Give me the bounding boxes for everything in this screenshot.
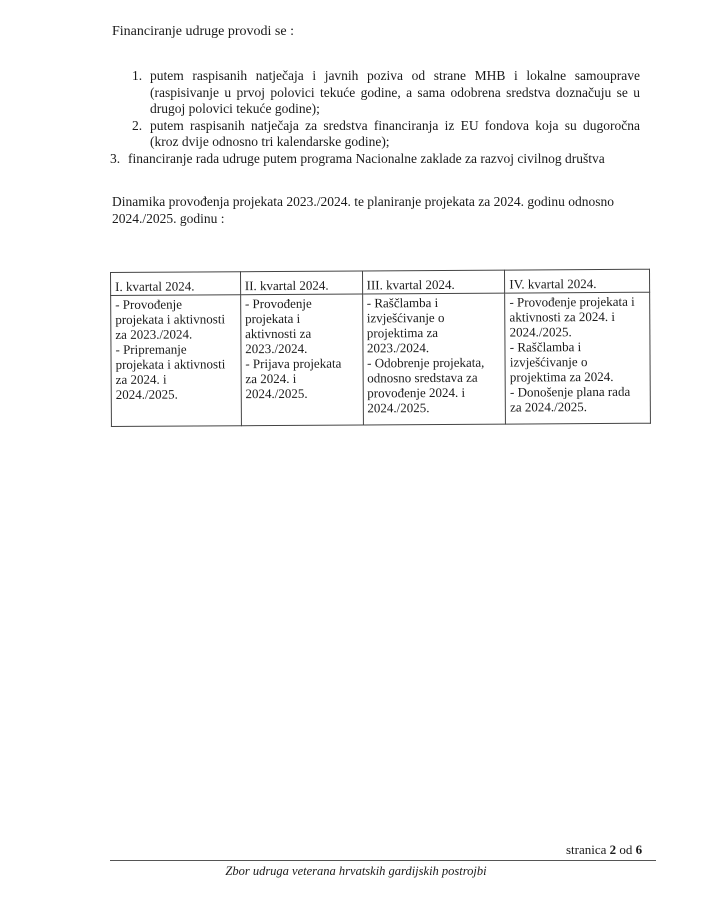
cell-q3	[362, 293, 506, 425]
cell-line: 2024./2025.	[245, 385, 308, 402]
cell-line: - Provođenje	[115, 296, 183, 312]
financing-item	[110, 68, 640, 118]
cell-line: projekata i	[244, 310, 301, 327]
cell-line: 2024./2025.	[115, 386, 178, 402]
cell-line: odnosno sredstava za	[367, 369, 478, 386]
header-q2: II. kvartal 2024.	[240, 271, 362, 295]
table-header-row	[111, 269, 650, 295]
cell-line: - Odobrenje projekata,	[367, 354, 485, 371]
cell-line: provođenje 2024. i	[367, 384, 466, 401]
cell-line: 2023./2024.	[366, 340, 430, 356]
financing-list	[110, 68, 640, 167]
cell-line: - Provođenje	[244, 295, 312, 312]
cell-line: projektima za	[366, 324, 439, 341]
cell-line: za 2023./2024.	[115, 326, 193, 342]
footer-divider	[110, 860, 656, 861]
cell-line: za 2024. i	[245, 370, 297, 387]
quarterly-plan-table	[110, 269, 651, 427]
cell-line: projektima za 2024.	[509, 368, 614, 385]
financing-item	[110, 118, 640, 151]
cell-line: projekata i aktivnosti	[115, 311, 226, 327]
item-text: financiranje rada udruge putem programa Nacionalne zaklade za razvoj civilnog društva	[128, 150, 605, 166]
cell-line: 2023./2024.	[245, 340, 308, 357]
cell-line: za 2024./2025.	[510, 399, 588, 415]
cell-line: - Raščlamba i	[509, 339, 582, 355]
page-total: 6	[635, 842, 643, 857]
item-text: putem raspisanih natječaja i javnih poziva od strane MHB i lokalne samouprave (raspisivanje u prvoj polovici tekuće godine, a sama odobrena sredstva doznačuju se u drugoj polovici tekuće godine);	[150, 68, 640, 116]
page-prefix: stranica	[566, 842, 607, 857]
cell-line: - Pripremanje	[115, 341, 187, 357]
cell-line: projekata i aktivnosti	[115, 356, 226, 372]
cell-line: - Provođenje projekata i	[509, 293, 635, 310]
cell-line: 2024./2025.	[509, 324, 572, 340]
item-number: 2.	[132, 117, 143, 133]
cell-line: za 2024. i	[115, 371, 167, 387]
page-mid: od	[619, 842, 633, 857]
cell-q1	[111, 295, 242, 427]
footer-organization: Zbor udruga veterana hrvatskih gardijskih postrojbi	[225, 864, 487, 878]
cell-q2	[240, 294, 363, 426]
cell-line: aktivnosti za 2024. i	[509, 308, 616, 325]
intro-text: Financiranje udruge provodi se :	[112, 24, 294, 39]
cell-line: izvješćivanje o	[366, 309, 445, 326]
item-number: 3.	[110, 150, 121, 166]
item-text: putem raspisanih natječaja za sredstva financiranja iz EU fondova koja su dugoročna (kroz dvije odnosno tri kalendarske godine);	[150, 117, 640, 149]
cell-line: aktivnosti za	[245, 325, 312, 342]
cell-line: 2024./2025.	[367, 400, 430, 416]
cell-line: - Prijava projekata	[245, 355, 342, 372]
cell-line: - Donošenje plana rada	[509, 383, 631, 400]
header-q4: IV. kvartal 2024.	[505, 269, 650, 293]
financing-item	[110, 151, 640, 168]
cell-q4	[505, 292, 651, 424]
item-number: 1.	[132, 68, 143, 83]
table-row	[111, 292, 651, 426]
dynamics-paragraph: Dinamika provođenja projekata 2023./2024. te planiranje projekata za 2024. godinu odnosno 2024./2025. godinu :	[112, 194, 614, 226]
page-number	[566, 842, 642, 858]
cell-line: - Raščlamba i	[366, 294, 439, 311]
header-q1: I. kvartal 2024.	[111, 272, 241, 296]
cell-line: izvješćivanje o	[509, 354, 588, 370]
page-current: 2	[609, 842, 617, 857]
header-q3: III. kvartal 2024.	[362, 270, 505, 294]
